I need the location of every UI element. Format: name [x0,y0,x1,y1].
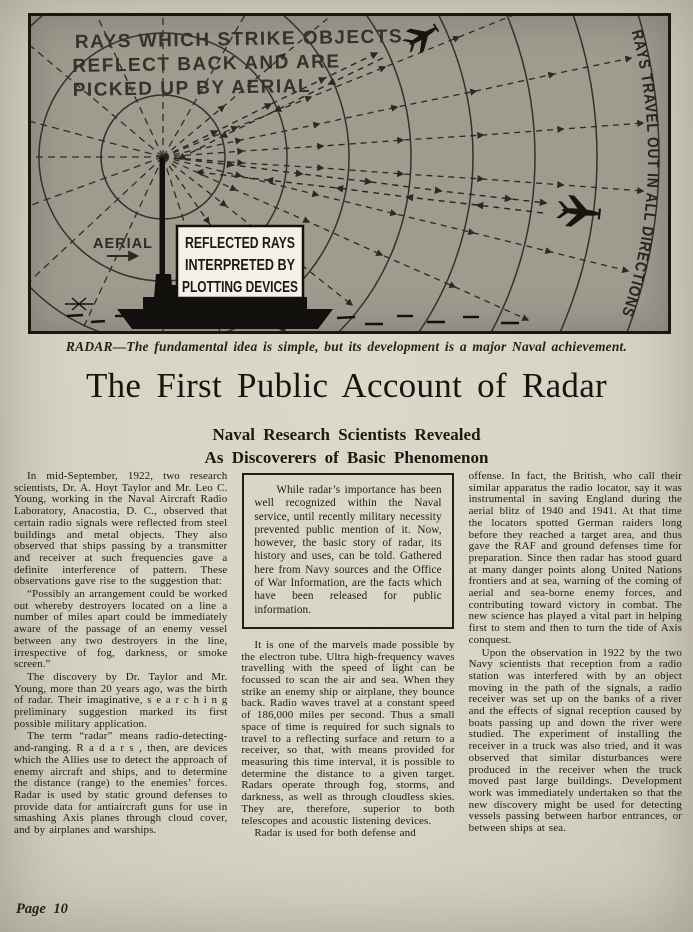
page-title: The First Public Account of Radar [85,366,608,405]
subtitle [0,424,693,470]
article-body [14,471,682,841]
airplane-icon [399,16,444,57]
sign-line-1: REFLECTED RAYS [185,235,295,252]
aerial-label [93,236,153,256]
paragraph: The discovery by Dr. Taylor and Mr. Young, more than 20 years ago, was the birth of radar. Their imaginative, s e a r c h i n g preliminary suggestion marked its first possible military application. [14,670,228,730]
column-1 [14,471,227,841]
inset-paragraph: While radar’s importance has been well recognized within the Naval service, until recently military necessity prevented public mention of it. Now, however, the basic story of radar, its history and uses, can be told. Gathered here from Navy sources and the Office of War Information, are the facts which have been released for public information. [254,484,442,616]
paragraph: The term “radar” means radio-detecting-and-ranging. R a d a r s , then, are devices which the Allies use to detect the approach of enemy aircraft and ships, and to determine the distance (range) to the enemies’ forces. Radar is used by static ground defenses to provide data for antiaircraft guns for use in smashing Axis planes through cloud cover, and by airplanes and warships. [14,730,228,837]
paragraph: It is one of the marvels made possible by the electron tube. Ultra high-frequency waves travelling with the speed of light can be focussed to scan the air and sea. When they strike an enemy ship or airplane, they bounce back. Radio waves travel at a constant speed of 186,000 miles per second. Thus a small space of time is required for such signals to travel to a reflecting surface and return to a receiver, so that, with means provided for measuring this time interval, it is possible to determine the distance to a given target. Radars operate through fog, storms, and darkness, as well as through cloudless skies. They are, therefore, superior to both telescopes and acoustic listening devices. [241,638,455,827]
page-number: Page 10 [16,901,68,917]
subtitle-line-1: Naval Research Scientists Revealed [212,425,481,444]
sign-line-2: INTERPRETED BY [185,257,296,274]
column-2 [241,471,454,841]
top-label-line-1: RAYS WHICH STRIKE OBJECTS [74,26,404,53]
illustration-caption: RADAR—The fundamental idea is simple, but its development is a major Naval achievement. [65,339,628,354]
radar-diagram [31,16,668,331]
paragraph: Upon the observation in 1922 by the two Navy scientists that reception from a radio station was interfered with by an object moving in the path of the signals, a radio receiver was set up on the banks of a river and the effects of signal reception caused by boats passing up and down the river were studied. The experiment of installing the receiver in a truck was also tried, and it was observed that similar disturbances were produced in the receiver when the truck moved past large buildings. Development work was immediately undertaken so that the new discovery might be used for detecting vessels passing between harbor entrances, or between ships at sea. [468,646,682,835]
paragraph: In mid-September, 1922, two research scientists, Dr. A. Hoyt Taylor and Mr. Leo C. Young, working in the Naval Aircraft Radio Laboratory, Anacostia, D. C., observed that certain radio signals were reflected from steel buildings and metal objects. They also observed that ships passing by a transmitter and receiver at such frequencies gave a definite interference of pattern. These observations gave rise to the suggestion that: [14,470,228,588]
radar-illustration [28,13,671,334]
svg-text:AERIAL: AERIAL [93,236,153,252]
paragraph: “Possibly an arrangement could be worked out whereby destroyers located on a line a number of miles apart could be immediately aware of the passage of an enemy vessel between any two destroyers in the line, irrespective of fog, darkness, or smoke screen.” [14,588,228,671]
column-3 [469,471,682,841]
aerial-mast [160,157,166,279]
arc-label: RAYS TRAVEL OUT IN ALL DIRECTIONS [617,28,662,321]
subtitle-line-2: As Discoverers of Basic Phenomenon [204,447,489,467]
paragraph: offense. In fact, the British, who call their similar apparatus the radio locator, say it was instrumental in saving England during the aerial blitz of 1940 and 1941. At that time the locators spotted German raiders long before they reached a target area, and thus gave the RAF and ground defenses time for preparation. Since then radar has stood guard at many danger points along United Nations frontiers and at sea, warning of the coming of aerial and sea-borne enemy forces, and contributing toward victory in combat. The new science has played a vital part in helping first to stem and then to turn the tide of Axis conquest. [468,470,682,646]
top-label-line-3: PICKED UP BY AERIAL [72,75,312,102]
sign-box [177,226,303,298]
paragraph: Radar is used for both defense and [254,827,416,840]
top-label-line-2: REFLECT BACK AND ARE [72,51,341,78]
sign-line-3: PLOTTING DEVICES [182,279,298,296]
inset-box [242,473,453,629]
